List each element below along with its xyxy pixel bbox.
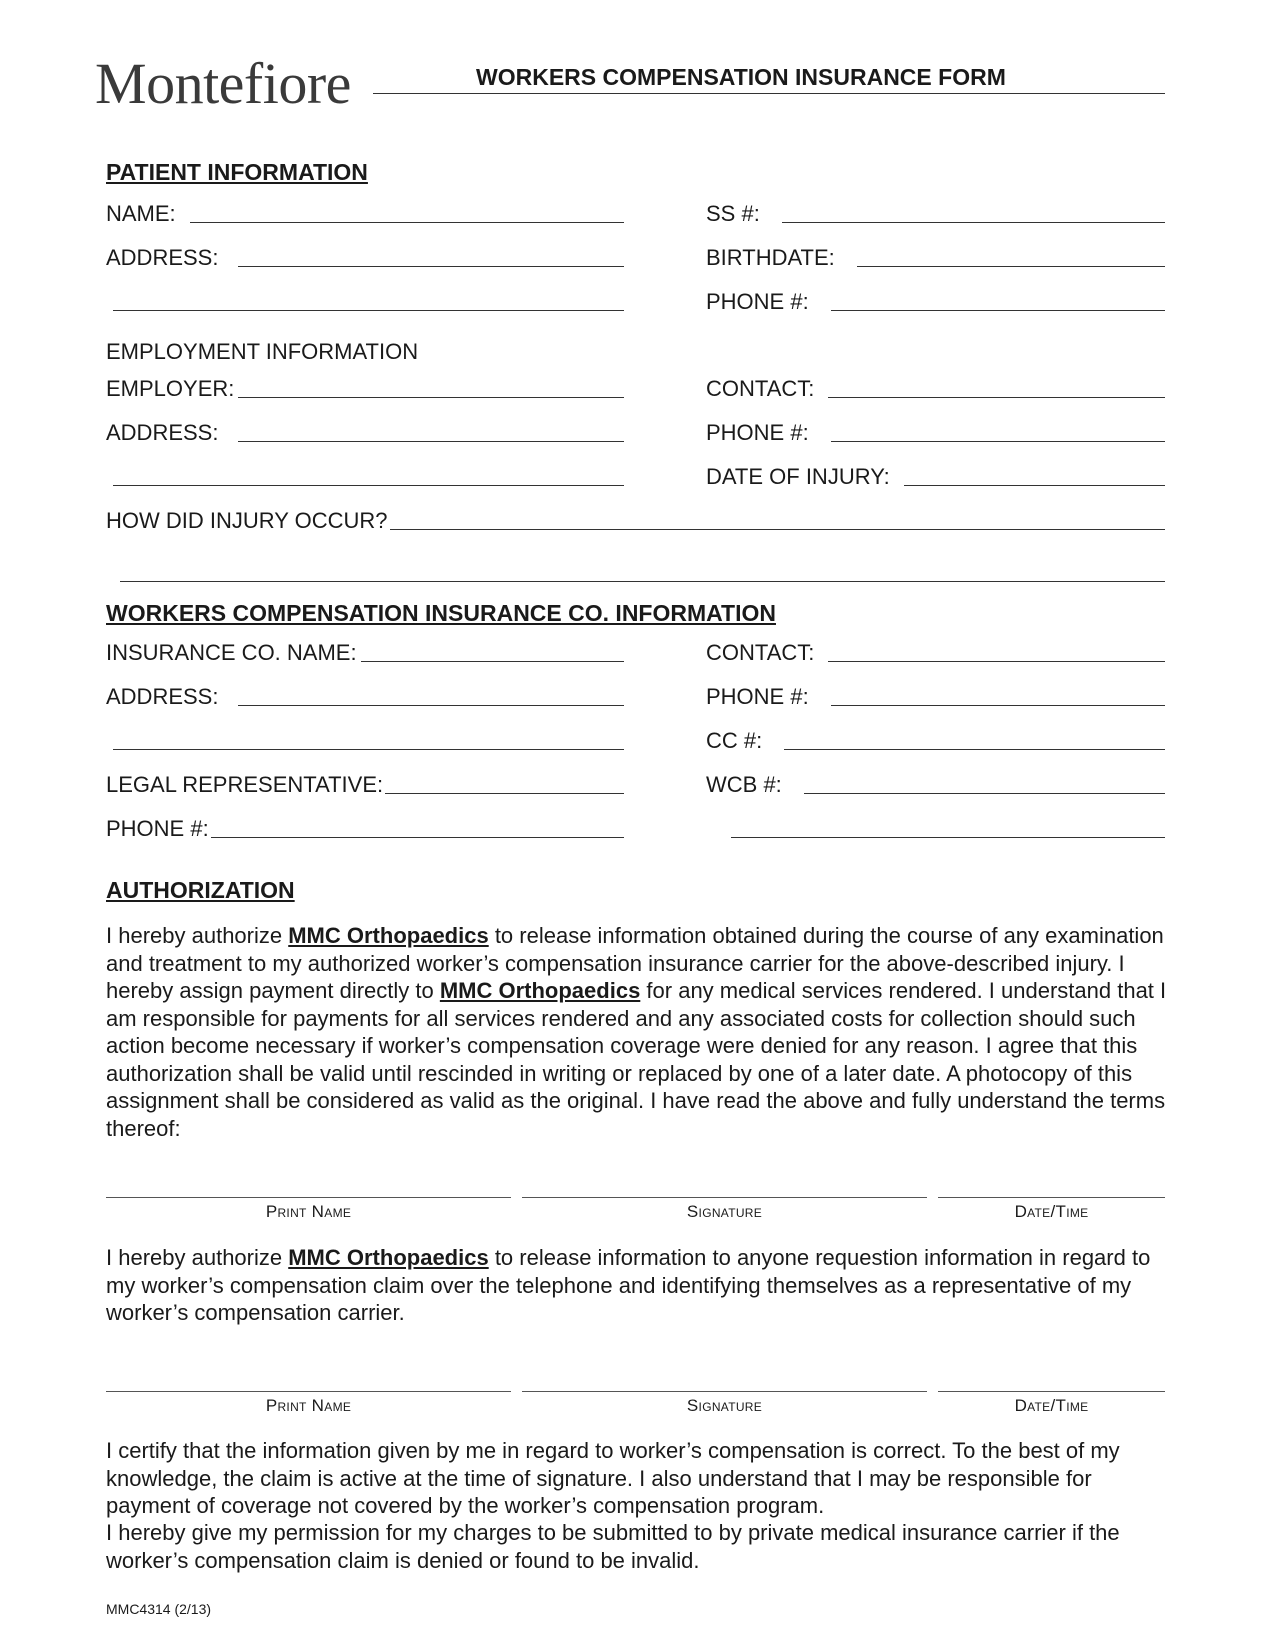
patient-address2-field[interactable] [113, 310, 624, 311]
insurance-address-label: ADDRESS: [106, 684, 219, 709]
date-time-line-2[interactable] [938, 1391, 1165, 1392]
employer-contact-row [706, 372, 1165, 400]
certification-paragraph: I certify that the information given by me in regard to worker’s compensation is correct. To the best of my knowledge, the claim is active at the time of signature. I also understand that I may be responsible for payment of coverage not covered by the worker’s compensation program. [106, 1438, 1120, 1518]
authorization-paragraph-1: I hereby authorize MMC Orthopaedics to release information obtained during the course of any examination and treatment to my authorized worker’s compensation insurance carrier for the above-described injury. I hereby assign payment directly to MMC Orthopaedics for any medical services rendered. I understand that I am responsible for payments for all services rendered and any associated costs for collection should such action become necessary if worker’s compensation coverage were denied for any reason. I agree that this authorization shall be valid until rescinded in writing or replaced by one of a later date. A photocopy of this assignment shall be considered as valid as the original. I have read the above and fully understand the terms thereof: [106, 923, 1167, 1141]
patient-birthdate-field[interactable] [857, 266, 1165, 267]
employer-contact-field[interactable] [828, 397, 1165, 398]
patient-birthdate-row [706, 241, 1165, 269]
how-injury-label: HOW DID INJURY OCCUR? [106, 508, 388, 533]
print-name-line-2[interactable] [106, 1391, 511, 1392]
employer-address-field[interactable] [238, 441, 624, 442]
insurance-cc-field[interactable] [784, 749, 1165, 750]
employer-field[interactable] [238, 397, 624, 398]
print-name-line-1[interactable] [106, 1197, 511, 1198]
legal-rep-row [106, 768, 624, 796]
employer-phone-label: PHONE #: [706, 420, 809, 445]
employer-contact-label: CONTACT: [706, 376, 815, 401]
mmc-orthopaedics-name: MMC Orthopaedics [288, 923, 489, 948]
header-rule [373, 93, 1165, 94]
employer-row [106, 372, 624, 400]
employer-phone-row [706, 416, 1165, 444]
employer-address2-row [113, 460, 624, 488]
employment-info-heading: EMPLOYMENT INFORMATION [106, 339, 419, 364]
how-injury-field-2[interactable] [120, 581, 1165, 582]
form-title: WORKERS COMPENSATION INSURANCE FORM [476, 64, 1006, 90]
insurance-name-label: INSURANCE CO. NAME: [106, 640, 357, 665]
authorization-heading: AUTHORIZATION [106, 877, 295, 903]
how-injury-row-2 [120, 556, 1165, 584]
patient-address-row [106, 241, 624, 269]
legal-phone-row [106, 812, 624, 840]
insurance-cc-label: CC #: [706, 728, 763, 753]
insurance-name-row [106, 636, 624, 664]
signature-caption-1: Signature [686, 1202, 763, 1221]
patient-info-heading: PATIENT INFORMATION [106, 159, 368, 185]
how-injury-row [106, 504, 1165, 532]
date-of-injury-field[interactable] [904, 485, 1165, 486]
legal-phone-label: PHONE #: [106, 816, 209, 841]
patient-ss-label: SS #: [706, 201, 760, 226]
mmc-orthopaedics-name: MMC Orthopaedics [439, 978, 641, 1003]
date-time-line-1[interactable] [938, 1197, 1165, 1198]
patient-ss-row [706, 197, 1165, 225]
wcb-field[interactable] [804, 793, 1165, 794]
wcb-row-2 [731, 812, 1165, 840]
insurance-address2-field[interactable] [113, 749, 624, 750]
patient-phone-field[interactable] [831, 310, 1165, 311]
wcb-field-2[interactable] [731, 837, 1165, 838]
signature-line-1[interactable] [522, 1197, 927, 1198]
employer-address-label: ADDRESS: [106, 420, 219, 445]
insurance-contact-row [706, 636, 1165, 664]
insurance-name-field[interactable] [361, 661, 624, 662]
patient-ss-field[interactable] [782, 222, 1165, 223]
permission-paragraph: I hereby give my permission for my charges to be submitted to by private medical insurance carrier if the worker’s compensation claim is denied or found to be invalid. [106, 1520, 1120, 1573]
signature-caption-2: Signature [686, 1396, 763, 1415]
signature-line-2[interactable] [522, 1391, 927, 1392]
legal-rep-label: LEGAL REPRESENTATIVE: [106, 772, 384, 797]
print-name-caption-2: Print Name [265, 1396, 352, 1415]
form-code: MMC4314 (2/13) [106, 1601, 212, 1617]
patient-phone-row [706, 285, 1165, 313]
montefiore-logo: Montefiore [95, 51, 351, 116]
patient-name-label: NAME: [106, 201, 176, 226]
insurance-contact-field[interactable] [828, 661, 1165, 662]
wcb-label: WCB #: [706, 772, 782, 797]
patient-birthdate-label: BIRTHDATE: [706, 245, 835, 270]
patient-address-field[interactable] [238, 266, 624, 267]
employer-phone-field[interactable] [831, 441, 1165, 442]
insurance-address-field[interactable] [238, 705, 624, 706]
patient-name-field[interactable] [190, 222, 624, 223]
insurance-cc-row [706, 724, 1165, 752]
employer-label: EMPLOYER: [106, 376, 235, 401]
date-time-caption-2: Date/Time [1014, 1396, 1089, 1415]
print-name-caption-1: Print Name [265, 1202, 352, 1221]
employer-address-row [106, 416, 624, 444]
date-of-injury-label: DATE OF INJURY: [706, 464, 890, 489]
patient-address-label: ADDRESS: [106, 245, 219, 270]
legal-rep-field[interactable] [385, 793, 624, 794]
wcb-row [706, 768, 1165, 796]
date-time-caption-1: Date/Time [1014, 1202, 1089, 1221]
authorization-paragraph-2: I hereby authorize MMC Orthopaedics to release information to anyone requestion information in regard to my worker’s compensation claim over the telephone and identifying themselves as a representative of my worker’s compensation carrier. [106, 1245, 1151, 1325]
insurance-contact-label: CONTACT: [706, 640, 815, 665]
patient-name-row [106, 197, 624, 225]
insurance-phone-field[interactable] [831, 705, 1165, 706]
insurance-phone-row [706, 680, 1165, 708]
legal-phone-field[interactable] [211, 837, 624, 838]
patient-address2-row [113, 285, 624, 313]
insurance-info-heading: WORKERS COMPENSATION INSURANCE CO. INFORMATION [106, 600, 776, 626]
how-injury-field[interactable] [390, 529, 1165, 530]
insurance-phone-label: PHONE #: [706, 684, 809, 709]
employer-address2-field[interactable] [113, 485, 624, 486]
patient-phone-label: PHONE #: [706, 289, 809, 314]
insurance-address2-row [113, 724, 624, 752]
insurance-address-row [106, 680, 624, 708]
date-of-injury-row [706, 460, 1165, 488]
mmc-orthopaedics-name: MMC Orthopaedics [288, 1245, 489, 1270]
